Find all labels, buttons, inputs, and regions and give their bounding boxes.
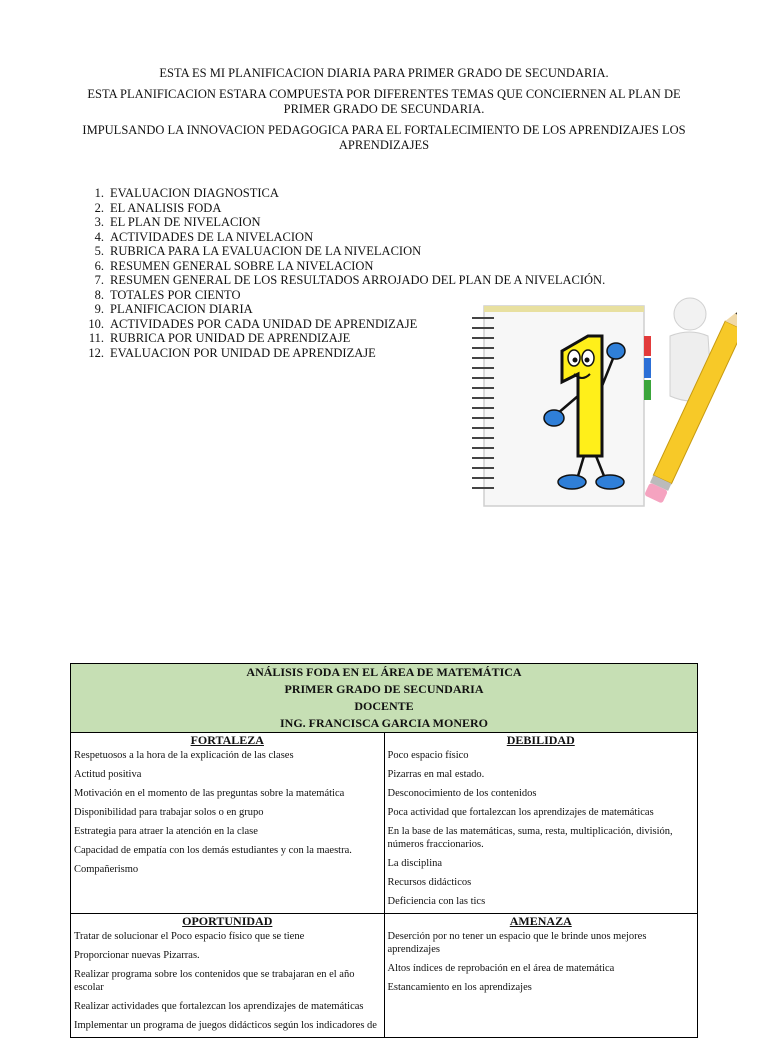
list-item: En la base de las matemáticas, suma, resta, multiplicación, división, números fraccionarios. bbox=[387, 826, 673, 850]
list-item: Recursos didácticos bbox=[387, 877, 472, 888]
debilidad-cell bbox=[384, 733, 698, 914]
list-item: 1 . EVALUACION DIAGNOSTICA bbox=[86, 186, 605, 201]
list-item: 11 . RUBRICA POR UNIDAD DE APRENDIZAJE bbox=[86, 331, 605, 346]
list-item: Desconocimiento de los contenidos bbox=[387, 788, 537, 799]
list-item: Actitud positiva bbox=[74, 769, 142, 780]
list-item: Estrategia para atraer la atención en la clase bbox=[74, 826, 258, 837]
intro-block bbox=[80, 66, 688, 159]
intro-line-1: ESTA ES MI PLANIFICACION DIARIA PARA PRIMER GRADO DE SECUNDARIA. bbox=[159, 66, 609, 80]
list-item: 12 . EVALUACION POR UNIDAD DE APRENDIZAJE bbox=[86, 346, 605, 361]
debilidad-title: DEBILIDAD bbox=[506, 733, 575, 747]
list-item: 9 . PLANIFICACION DIARIA bbox=[86, 302, 605, 317]
list-item: 4 . ACTIVIDADES DE LA NIVELACION bbox=[86, 230, 605, 245]
list-item: Poca actividad que fortalezcan los aprendizajes de matemáticas bbox=[387, 807, 654, 818]
list-item: Realizar actividades que fortalezcan los aprendizajes de matemáticas bbox=[74, 1001, 364, 1012]
amenaza-title: AMENAZA bbox=[509, 914, 572, 928]
notebook-pencil-illustration bbox=[462, 296, 737, 511]
intro-line-2: ESTA PLANIFICACION ESTARA COMPUESTA POR DIFERENTES TEMAS QUE CONCIERNEN AL PLAN DE PRIMER GRADO DE SECUNDARIA. bbox=[87, 87, 681, 116]
list-item: Capacidad de empatía con los demás estudiantes y con la maestra. bbox=[74, 845, 352, 856]
list-item: 2 . EL ANALISIS FODA bbox=[86, 201, 605, 216]
foda-grade: PRIMER GRADO DE SECUNDARIA bbox=[284, 682, 484, 696]
amenaza-cell bbox=[384, 914, 698, 1038]
fortaleza-title: FORTALEZA bbox=[190, 733, 264, 747]
list-item: Disponibilidad para trabajar solos o en grupo bbox=[74, 807, 264, 818]
foda-role: DOCENTE bbox=[354, 699, 414, 713]
list-item: 8 . TOTALES POR CIENTO bbox=[86, 288, 605, 303]
oportunidad-cell bbox=[71, 914, 385, 1038]
list-item: Estancamiento en los aprendizajes bbox=[387, 982, 532, 993]
foda-header bbox=[71, 664, 698, 733]
list-item: Realizar programa sobre los contenidos que se trabajaran en el año escolar bbox=[74, 969, 355, 993]
list-item: Respetuosos a la hora de la explicación de las clases bbox=[74, 750, 294, 761]
list-item: Tratar de solucionar el Poco espacio físico que se tiene bbox=[74, 931, 305, 942]
list-item: Motivación en el momento de las preguntas sobre la matemática bbox=[74, 788, 345, 799]
intro-line-3: IMPULSANDO LA INNOVACION PEDAGOGICA PARA EL FORTALECIMIENTO DE LOS APRENDIZAJES LOS APRENDIZAJES bbox=[82, 123, 686, 152]
list-item: 3 . EL PLAN DE NIVELACION bbox=[86, 215, 605, 230]
foda-table bbox=[70, 663, 698, 1038]
fortaleza-cell bbox=[71, 733, 385, 914]
list-item: 10 . ACTIVIDADES POR CADA UNIDAD DE APRENDIZAJE bbox=[86, 317, 605, 332]
list-item: Deficiencia con las tics bbox=[387, 896, 486, 907]
list-item: Poco espacio físico bbox=[387, 750, 469, 761]
list-item: Pizarras en mal estado. bbox=[387, 769, 485, 780]
list-item: 5 . RUBRICA PARA LA EVALUACION DE LA NIVELACION bbox=[86, 244, 605, 259]
list-item: Altos índices de reprobación en el área de matemática bbox=[387, 963, 615, 974]
list-item: 7 . RESUMEN GENERAL DE LOS RESULTADOS ARROJADO DEL PLAN DE A NIVELACIÓN. bbox=[86, 273, 605, 288]
foda-teacher: ING. FRANCISCA GARCIA MONERO bbox=[279, 716, 488, 730]
list-item: Deserción por no tener un espacio que le brinde unos mejores aprendizajes bbox=[387, 931, 647, 955]
foda-title: ANÁLISIS FODA EN EL ÁREA DE MATEMÁTICA bbox=[246, 665, 522, 679]
list-item: La disciplina bbox=[387, 858, 443, 869]
list-item: Compañerismo bbox=[74, 864, 139, 875]
list-item: Implementar un programa de juegos didácticos según los indicadores de bbox=[74, 1020, 377, 1031]
list-item: 6 . RESUMEN GENERAL SOBRE LA NIVELACION bbox=[86, 259, 605, 274]
list-item: Proporcionar nuevas Pizarras. bbox=[74, 950, 200, 961]
oportunidad-title: OPORTUNIDAD bbox=[182, 914, 273, 928]
